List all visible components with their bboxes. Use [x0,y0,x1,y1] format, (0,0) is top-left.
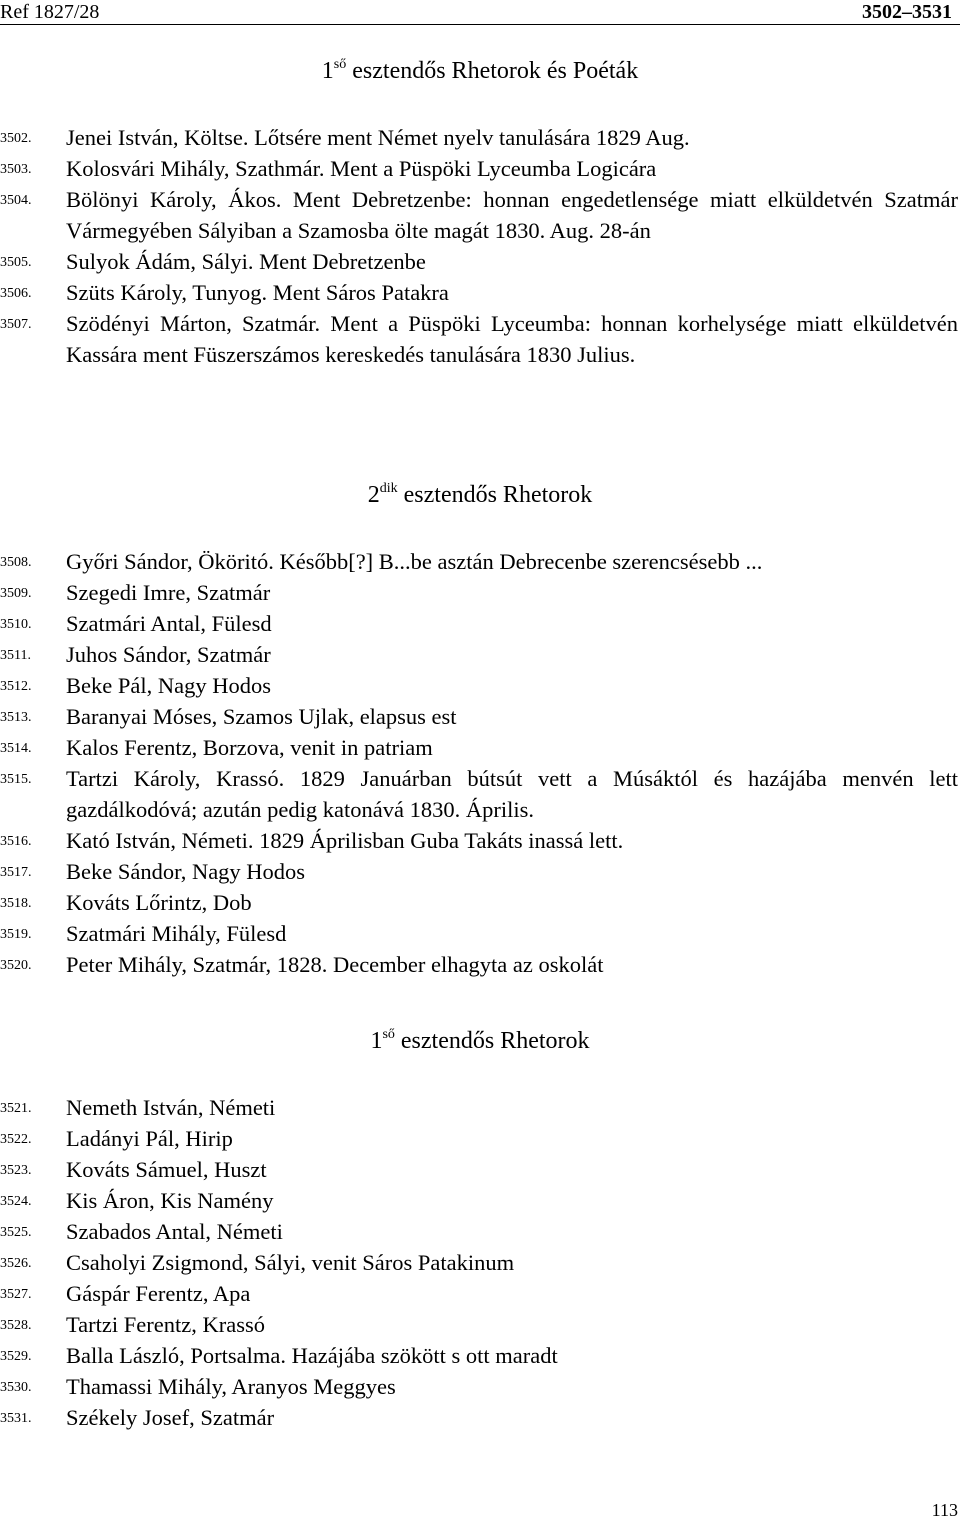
entry-row [0,277,960,308]
entry-number: 3510. [0,617,32,632]
entry-text: Peter Mihály, Szatmár, 1828. December elhagyta az oskolát [66,952,604,977]
entry-number: 3529. [0,1349,32,1364]
entry-number: 3531. [0,1411,32,1426]
entry-row [0,1309,960,1340]
entry-row [0,1247,960,1278]
entry-text: Szödényi Márton, Szatmár. Ment a Püspöki Lyceumba: honnan korhelysége miatt elküldetvén Kassára ment Füszerszámos kereskedés tanulására 1830 Julius. [66,311,958,367]
entry-number: 3522. [0,1132,32,1147]
entry-number: 3523. [0,1163,32,1178]
entry-row [0,887,960,918]
entry-number: 3513. [0,710,32,725]
entry-number: 3521. [0,1101,32,1116]
entry-text: Tartzi Károly, Krassó. 1829 Januárban bútsút vett a Músáktól és hazájába menvén lett gazdálkodóvá; azután pedig katonává 1830. Április. [66,766,958,822]
entry-row [0,1278,960,1309]
entry-text: Beke Pál, Nagy Hodos [66,673,271,698]
entry-text: Kolosvári Mihály, Szathmár. Ment a Püspöki Lyceumba Logicára [66,156,657,181]
entry-text: Tartzi Ferentz, Krassó [66,1312,265,1337]
entry-row [0,577,960,608]
entry-number: 3530. [0,1380,32,1395]
entry-list [0,122,960,370]
entry-row [0,1123,960,1154]
entry-text: Bölönyi Károly, Ákos. Ment Debretzenbe: honnan engedetlensége miatt elküldetvén Szatmár Vármegyében Sályiban a Szamosba ölte magát 1830. Aug. 28-án [66,187,958,243]
entry-text: Szabados Antal, Németi [66,1219,283,1244]
entry-text: Szatmári Antal, Fülesd [66,611,272,636]
entry-number: 3509. [0,586,32,601]
entry-number: 3508. [0,555,32,570]
entry-number: 3525. [0,1225,32,1240]
page-number: 113 [931,1500,958,1520]
entry-number: 3518. [0,896,32,911]
entry-number: 3506. [0,286,32,301]
section-title-first-year-rhetors: $1^{ső}$ esztendős Rhetorok [370,1027,590,1054]
entry-text: Nemeth István, Németi [66,1095,276,1120]
entry-number: 3526. [0,1256,32,1271]
entry-number: 3511. [0,648,31,663]
section-title-second-year-rhetors: $2^{dik}$ esztendős Rhetorok [367,481,593,508]
entry-row [0,639,960,670]
header-reference: Ref 1827/28 [0,1,100,23]
entry-row [0,1340,960,1371]
entry-row [0,825,960,856]
entry-row [0,670,960,701]
entry-text: Kováts Lőrintz, Dob [66,890,252,915]
entry-text: Csaholyi Zsigmond, Sályi, venit Sáros Patakinum [66,1250,515,1275]
entry-row [0,1371,960,1402]
entry-text: Szegedi Imre, Szatmár [66,580,271,605]
entry-text: Kató István, Németi. 1829 Áprilisban Guba Takáts inassá lett. [66,828,624,853]
entry-row [0,608,960,639]
section-title-first-year-rhetors-poets: $1^{ső}$ esztendős Rhetorok és Poéták [321,57,639,84]
entry-row [0,732,960,763]
entry-row [0,1216,960,1247]
entry-number: 3528. [0,1318,32,1333]
entry-row [0,308,960,370]
entry-number: 3504. [0,193,32,208]
entry-number: 3503. [0,162,32,177]
entry-row [0,1154,960,1185]
entry-row [0,1402,960,1433]
entry-number: 3520. [0,958,32,973]
entry-number: 3502. [0,131,32,146]
entry-row [0,1185,960,1216]
entry-number: 3519. [0,927,32,942]
entry-text: Szatmári Mihály, Fülesd [66,921,287,946]
entry-row [0,1092,960,1123]
entry-text: Ladányi Pál, Hirip [66,1126,233,1151]
entry-text: Jenei István, Költse. Lőtsére ment Német nyelv tanulására 1829 Aug. [66,125,690,150]
entry-number: 3516. [0,834,32,849]
entry-number: 3507. [0,317,32,332]
entry-list [0,546,960,980]
entry-text: Thamassi Mihály, Aranyos Meggyes [66,1374,396,1399]
entry-text: Baranyai Móses, Szamos Ujlak, elapsus est [66,704,457,729]
entry-text: Szüts Károly, Tunyog. Ment Sáros Patakra [66,280,449,305]
entry-number: 3527. [0,1287,32,1302]
entry-row [0,546,960,577]
entry-list [0,1092,960,1433]
entry-text: Székely Josef, Szatmár [66,1405,275,1430]
running-header [0,0,960,25]
entry-number: 3517. [0,865,32,880]
entry-number: 3515. [0,772,32,787]
entry-text: Kis Áron, Kis Namény [66,1188,274,1213]
entry-text: Kalos Ferentz, Borzova, venit in patriam [66,735,433,760]
entry-row [0,184,960,246]
entry-text: Balla László, Portsalma. Hazájába szökött s ott maradt [66,1343,558,1368]
entry-text: Beke Sándor, Nagy Hodos [66,859,306,884]
entry-text: Juhos Sándor, Szatmár [66,642,271,667]
entry-text: Győri Sándor, Ököritó. Később[?] B...be asztán Debrecenbe szerencsésebb ... [66,549,763,574]
entry-row [0,153,960,184]
entry-number: 3512. [0,679,32,694]
entry-row [0,918,960,949]
entry-row [0,949,960,980]
entry-text: Sulyok Ádám, Sályi. Ment Debretzenbe [66,249,426,274]
entry-text: Kováts Sámuel, Huszt [66,1157,267,1182]
entry-row [0,701,960,732]
entry-row [0,763,960,825]
entry-number: 3514. [0,741,32,756]
entry-row [0,122,960,153]
header-entry-range: 3502–3531 [862,1,952,23]
entry-row [0,856,960,887]
entry-number: 3524. [0,1194,32,1209]
entry-text: Gáspár Ferentz, Apa [66,1281,251,1306]
entry-number: 3505. [0,255,32,270]
entry-row [0,246,960,277]
